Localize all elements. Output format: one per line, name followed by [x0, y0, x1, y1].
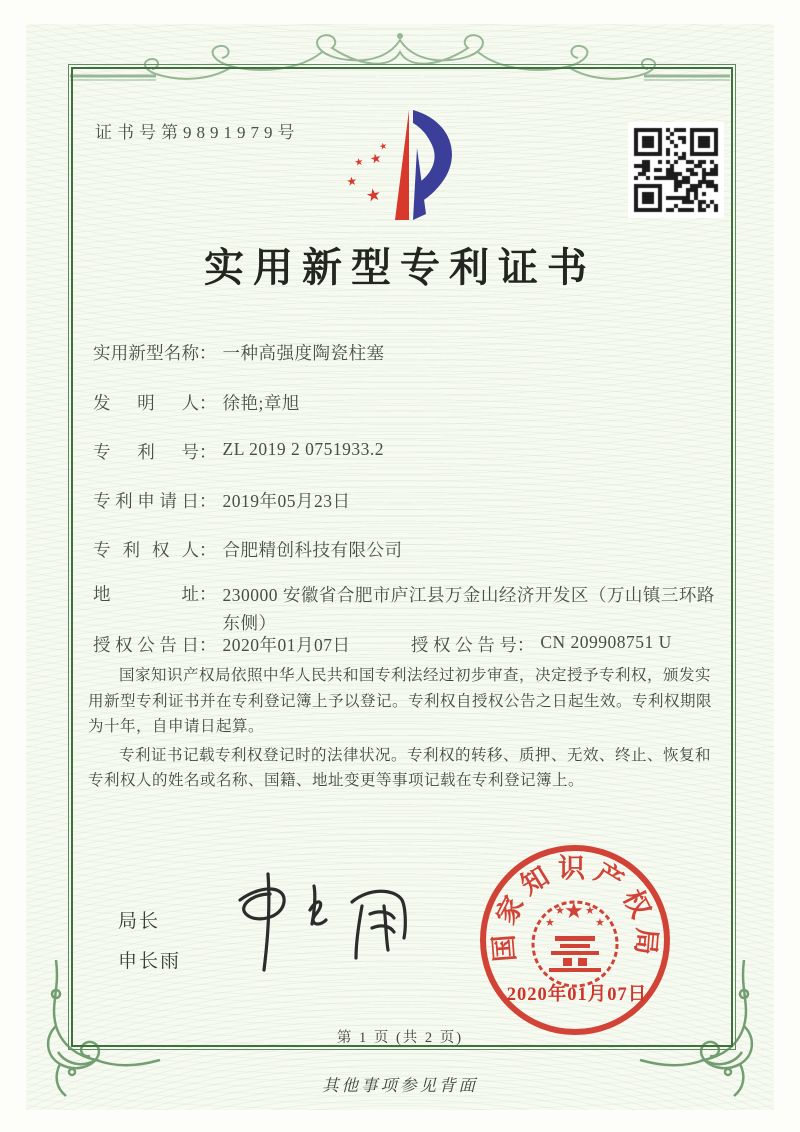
field-value: 230000 安徽省合肥市庐江县万金山经济开发区（万山镇三环路东侧）	[222, 585, 715, 633]
back-note: 其他事项参见背面	[322, 1076, 478, 1095]
logo-stars	[345, 140, 388, 206]
field-colon: ：	[199, 491, 217, 511]
svg-text:★: ★	[353, 156, 365, 169]
field-label: 专利权人	[93, 540, 199, 560]
page-number: 第 1 页 (共 2 页)	[336, 1030, 464, 1046]
field-colon: ：	[516, 635, 535, 655]
field-label: 授权公告日	[93, 635, 199, 655]
field-colon: ：	[199, 393, 217, 413]
field-row-filing-date	[93, 488, 351, 513]
field-label: 专利申请日	[93, 491, 199, 511]
svg-text:★: ★	[585, 905, 595, 917]
national-emblem-icon	[533, 898, 617, 986]
grant-date-pair	[93, 632, 351, 655]
field-label: 专利号	[93, 442, 199, 462]
director-title: 局长	[118, 911, 161, 932]
field-value: 一种高强度陶瓷柱塞	[222, 343, 385, 363]
field-row-inventor	[93, 390, 300, 415]
seal-text: 国家知识产权局	[487, 853, 663, 963]
qr-code	[628, 122, 724, 218]
svg-text:★: ★	[378, 140, 389, 152]
field-value: CN 209908751 U	[540, 632, 672, 652]
field-value: 2019年05月23日	[222, 491, 351, 511]
certificate-title: 实用新型专利证书	[204, 245, 596, 290]
field-colon: ：	[199, 540, 217, 560]
field-colon: ：	[199, 584, 217, 604]
field-row-name	[93, 340, 385, 365]
svg-text:★: ★	[345, 173, 359, 189]
logo-red-wedge	[395, 110, 409, 220]
field-label: 授权公告号	[410, 635, 517, 655]
field-value: 2020年01月07日	[222, 635, 351, 655]
legal-paragraph-2: 专利证书记载专利权登记时的法律状况。专利权的转移、质押、无效、终止、恢复和专利权人的姓名或名称、国籍、地址变更等事项记载在专利登记簿上。	[88, 746, 712, 789]
field-value: ZL 2019 2 0751933.2	[222, 439, 384, 459]
grant-no-pair	[410, 632, 672, 655]
field-label: 地址	[93, 584, 199, 604]
field-colon: ：	[199, 635, 217, 655]
svg-text:★: ★	[564, 898, 584, 923]
field-value: 合肥精创科技有限公司	[222, 540, 403, 560]
legal-text	[88, 663, 718, 794]
svg-text:★: ★	[368, 149, 384, 167]
seal-date: 2020年01月07日	[506, 985, 648, 1005]
certificate-number: 证书号第9891979号	[95, 123, 300, 142]
field-row-grant	[93, 632, 672, 657]
field-value: 徐艳;章旭	[222, 393, 300, 413]
field-row-patentee	[93, 537, 403, 562]
legal-paragraph-1: 国家知识产权局依照中华人民共和国专利法经过初步审查，决定授予专利权，颁发实用新型专利证书并在专利登记簿上予以登记。专利权自授权公告之日起生效。专利权期限为十年，自申请日起算。	[88, 667, 713, 735]
field-label: 发明人	[93, 393, 199, 413]
field-row-address	[93, 581, 728, 637]
svg-text:★: ★	[364, 184, 383, 206]
cnipa-logo-icon	[333, 104, 477, 228]
field-label: 实用新型名称	[93, 343, 199, 363]
svg-text:★: ★	[595, 917, 605, 929]
round-red-seal	[467, 840, 683, 1040]
director-name: 申长雨	[118, 951, 182, 972]
handwritten-signature-icon	[210, 862, 420, 982]
svg-text:★: ★	[545, 917, 555, 929]
field-colon: ：	[199, 343, 217, 363]
svg-text:★: ★	[555, 905, 565, 917]
field-row-patent-no	[93, 439, 384, 464]
field-colon: ：	[199, 442, 217, 462]
